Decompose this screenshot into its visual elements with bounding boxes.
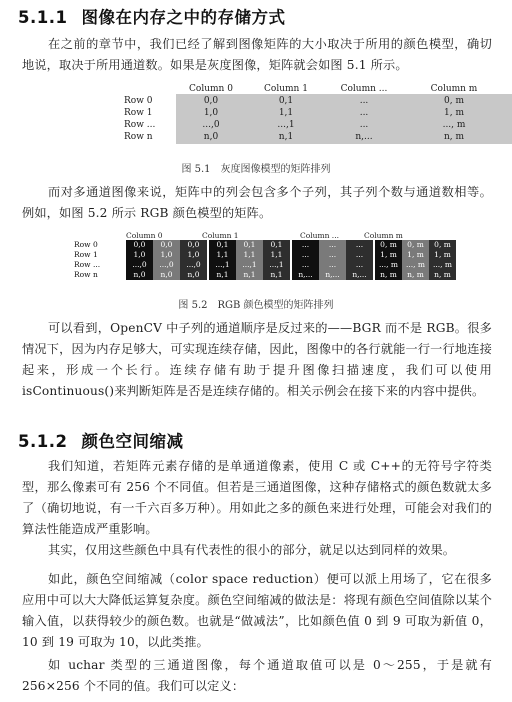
rgb-channel-cell: 1, m xyxy=(402,250,429,260)
row-label: Row ... xyxy=(124,120,156,130)
paragraph-pixel-values: 我们知道，若矩阵元素存储的是单通道像素，使用 C 或 C++的无符号字符类型，那么像素可有 256 个不同值。但若是三通道图像，这种存储格式的颜色数就太多了（确切地说，有一千六百多万种）。用如此之多的颜色来进行处理，可能会对我们的算法性能造成严重影响。 xyxy=(22,459,492,536)
figure-number: 图 5.2 xyxy=(178,300,208,311)
matrix-cell: n,... xyxy=(355,132,373,142)
matrix-cell: 0,1 xyxy=(278,96,294,106)
section-number: 5.1.2 xyxy=(18,432,68,451)
paragraph-bgr-order: 可以看到，OpenCV 中子列的通道顺序是反过来的——BGR 而不是 RGB。很多情况下，因为内存足够大，可实现连续存储，因此，图像中的各行就能一行一行地连接起来，形成一个长行。连续存储有助于提升图像扫描速度，我们可以使用 isContinuous()来判断矩阵是否是连续存储的。相关示例会在接下来的内容中提供。 xyxy=(22,321,492,398)
rgb-channel-cell: ...,0 xyxy=(180,260,207,270)
rgb-channel-cell: 0,1 xyxy=(263,240,290,250)
paragraph-color-space-reduction: 如此，颜色空间缩减（color space reduction）便可以派上用场了，它在很多应用中可以大大降低运算复杂度。颜色空间缩减的做法是：将现有颜色空间值除以某个输入值，以获得较少的颜色数。也就是“做减法”，比如颜色值 0 到 9 可取为新值 0，10 到 19 可取为 10，以此类推。 xyxy=(22,572,492,649)
matrix-cell: 1,0 xyxy=(203,108,219,118)
matrix-cell: n,1 xyxy=(278,132,294,142)
section-title-text: 图像在内存之中的存储方式 xyxy=(81,8,286,27)
row-label: Row 0 xyxy=(74,240,98,249)
rgb-channel-cell: 0, m xyxy=(402,240,429,250)
rgb-channel-cell: ...,1 xyxy=(209,260,236,270)
column-header: Column 0 xyxy=(126,231,163,240)
rgb-channel-cell: n, m xyxy=(402,270,429,280)
paragraph-intro: 在之前的章节中，我们已经了解到图像矩阵的大小取决于所用的颜色模型，确切地说，取决于所用通道数。如果是灰度图像，矩阵就会如图 5.1 所示。 xyxy=(22,37,492,72)
rgb-channel-cell: 1,1 xyxy=(263,250,290,260)
section-heading-5-1-1 xyxy=(18,4,285,28)
rgb-channel-cell: n,... xyxy=(292,270,319,280)
matrix-cell: ... xyxy=(359,96,369,106)
rgb-channel-cell: n,1 xyxy=(236,270,263,280)
rgb-channel-cell: ...,1 xyxy=(236,260,263,270)
matrix-cell: 1,1 xyxy=(278,108,294,118)
row-label: Row ... xyxy=(74,260,101,269)
figure-number: 图 5.1 xyxy=(181,164,211,175)
rgb-channel-cell: n,0 xyxy=(180,270,207,280)
paragraph-multichannel: 而对多通道图像来说，矩阵中的列会包含多个子列，其子列个数与通道数相等。例如，如图 5.2 所示 RGB 颜色模型的矩阵。 xyxy=(22,185,492,220)
row-label: Row n xyxy=(74,270,98,279)
rgb-channel-cell: 0, m xyxy=(429,240,456,250)
matrix-cell: ... xyxy=(359,108,369,118)
matrix-cell: ..., m xyxy=(442,120,466,130)
matrix-cell: ...,0 xyxy=(202,120,220,130)
rgb-channel-cell: n,1 xyxy=(263,270,290,280)
rgb-channel-cell: n,0 xyxy=(153,270,180,280)
rgb-channel-cell: ... xyxy=(346,240,373,250)
rgb-channel-cell: n,0 xyxy=(126,270,153,280)
column-header: Column m xyxy=(364,231,403,240)
rgb-channel-cell: 0,1 xyxy=(236,240,263,250)
column-header: Column 1 xyxy=(202,231,239,240)
paragraph-representative-colors: 其实，仅用这些颜色中具有代表性的很小的部分，就足以达到同样的效果。 xyxy=(48,543,456,557)
matrix-cell: n,0 xyxy=(203,132,219,142)
figure-caption xyxy=(0,296,512,311)
figure-caption-text: 灰度图像模型的矩阵排列 xyxy=(220,164,331,175)
rgb-channel-cell: n,1 xyxy=(209,270,236,280)
rgb-channel-cell: 1,0 xyxy=(180,250,207,260)
section-heading-5-1-2 xyxy=(18,428,183,452)
rgb-channel-cell: n, m xyxy=(375,270,402,280)
rgb-channel-cell: 1,1 xyxy=(209,250,236,260)
rgb-channel-cell: ...,0 xyxy=(153,260,180,270)
matrix-cell: n, m xyxy=(443,132,465,142)
rgb-channel-cell: 1, m xyxy=(375,250,402,260)
matrix-cell: 0,0 xyxy=(203,96,219,106)
rgb-channel-cell: ... xyxy=(346,250,373,260)
rgb-channel-cell: ..., m xyxy=(375,260,402,270)
rgb-channel-cell: ... xyxy=(292,250,319,260)
rgb-channel-cell: 0,0 xyxy=(126,240,153,250)
figure-caption-text: RGB 颜色模型的矩阵排列 xyxy=(217,300,334,311)
rgb-channel-cell: 0,0 xyxy=(153,240,180,250)
section-title-text: 颜色空间缩减 xyxy=(81,432,184,451)
rgb-channel-cell: 0,0 xyxy=(180,240,207,250)
rgb-channel-cell: n, m xyxy=(429,270,456,280)
rgb-channel-cell: 1,0 xyxy=(126,250,153,260)
section-number: 5.1.1 xyxy=(18,8,68,27)
matrix-cell: 0, m xyxy=(444,96,464,106)
rgb-channel-cell: n,... xyxy=(319,270,346,280)
row-label: Row n xyxy=(124,132,153,142)
row-label: Row 1 xyxy=(124,108,153,118)
row-label: Row 0 xyxy=(124,96,153,106)
rgb-channel-cell: ... xyxy=(319,240,346,250)
rgb-channel-cell: ...,0 xyxy=(126,260,153,270)
rgb-channel-cell: 1,1 xyxy=(236,250,263,260)
column-header: Column m xyxy=(430,84,478,94)
rgb-channel-cell: 1,0 xyxy=(153,250,180,260)
figure-caption xyxy=(0,160,512,175)
rgb-channel-cell: 0,1 xyxy=(209,240,236,250)
rgb-channel-cell: ..., m xyxy=(429,260,456,270)
rgb-channel-cell: ... xyxy=(346,260,373,270)
rgb-channel-cell: ... xyxy=(319,260,346,270)
matrix-cell: ... xyxy=(359,120,369,130)
paragraph-uchar: 如 uchar 类型的三通道图像，每个通道取值可以是 0～255，于是就有 256×256 个不同的值。我们可以定义： xyxy=(22,658,492,693)
rgb-channel-cell: n,... xyxy=(346,270,373,280)
matrix-cell: 1, m xyxy=(444,108,464,118)
column-header: Column ... xyxy=(300,231,339,240)
column-header: Column ... xyxy=(340,84,388,94)
rgb-channel-cell: ...,1 xyxy=(263,260,290,270)
matrix-cell: ...,1 xyxy=(277,120,295,130)
rgb-channel-cell: ... xyxy=(319,250,346,260)
rgb-channel-cell: ... xyxy=(292,260,319,270)
row-label: Row 1 xyxy=(74,250,98,259)
rgb-channel-cell: ..., m xyxy=(402,260,429,270)
rgb-channel-cell: ... xyxy=(292,240,319,250)
column-header: Column 1 xyxy=(264,84,308,94)
rgb-channel-cell: 1, m xyxy=(429,250,456,260)
rgb-channel-cell: 0, m xyxy=(375,240,402,250)
column-header: Column 0 xyxy=(189,84,233,94)
